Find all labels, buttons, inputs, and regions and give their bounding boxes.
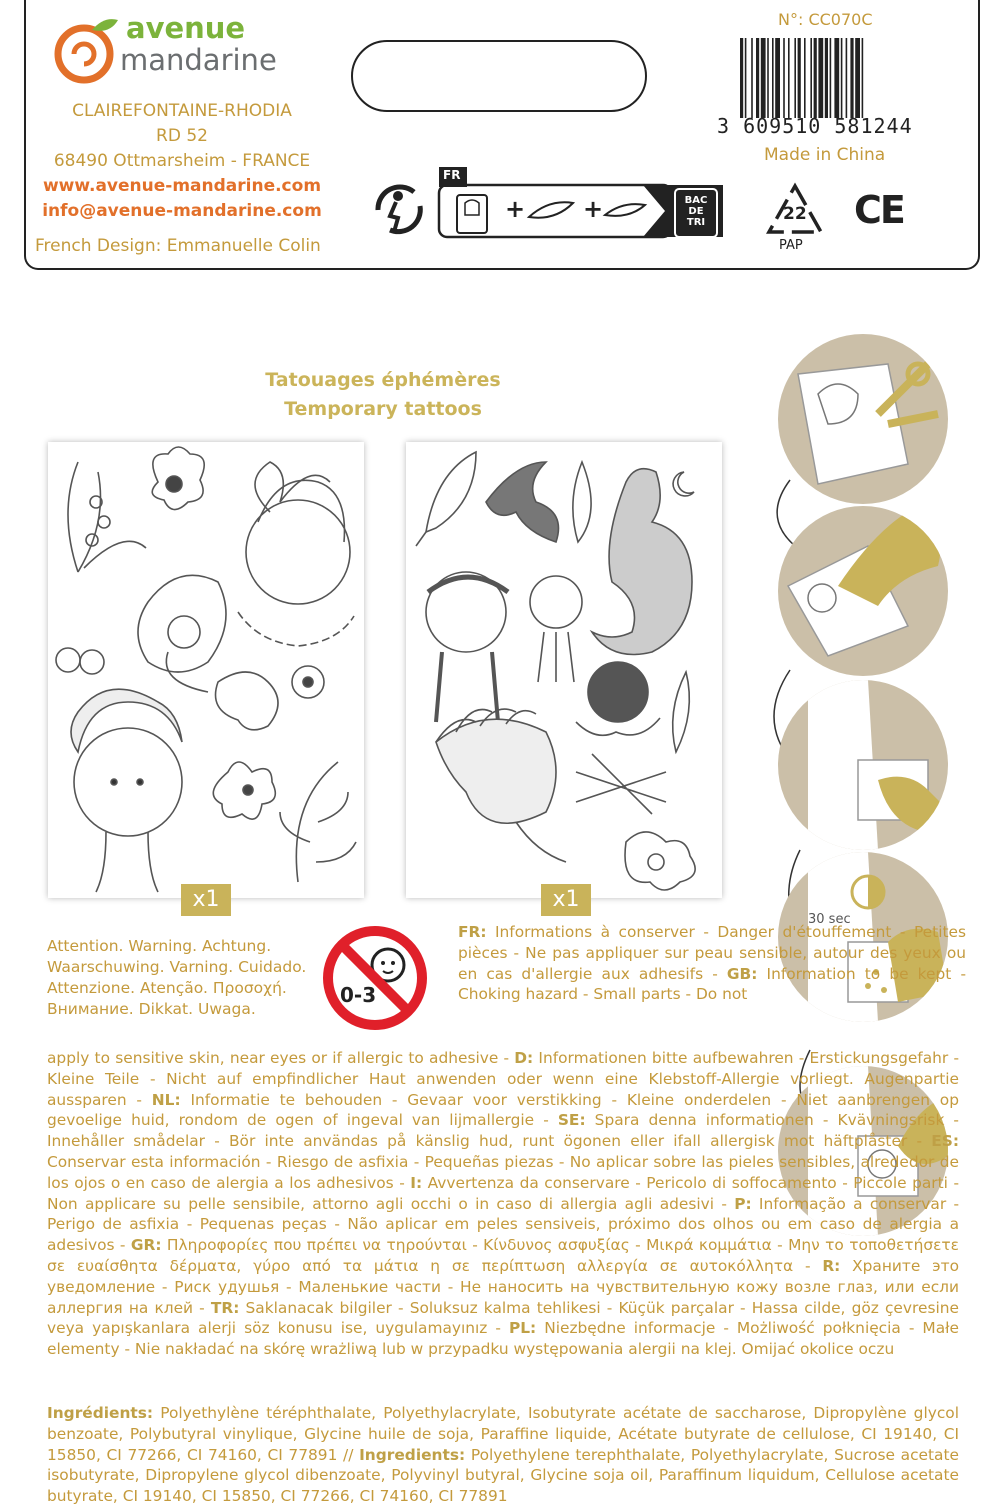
recycle-code: PAP bbox=[779, 238, 803, 253]
scissors-cut-icon bbox=[778, 334, 948, 504]
step-timer: 30 sec bbox=[808, 912, 851, 927]
lang-label: TR: bbox=[210, 1298, 240, 1317]
warning-text-main bbox=[47, 1048, 959, 1360]
bin-label-line: TRI bbox=[686, 217, 706, 228]
barcode-bar bbox=[862, 38, 864, 118]
plus-sign: + bbox=[505, 195, 526, 223]
ingredients-fr: Polyethylène téréphthalate, Polyethylacrylate, Isobutyrate acétate de saccharose, Dipropylène glycol benzoate, Polybutyral vinylique, Glycine huile de soja, Paraffine liquide, Acétate butyrate de cellulose, CI 19140, CI 15850, CI 77266, CI 74160, CI 77891 // bbox=[47, 1404, 959, 1464]
email-link[interactable]: info@avenue-mandarine.com bbox=[42, 201, 322, 221]
barcode-bar bbox=[775, 38, 780, 118]
warning-es: Conservar esta información - Riesgo de asfixia - Pequeñas piezas - No aplicar sobre las pieles sensibles, alrededor de los ojos o en caso de alergia a los adhesivos - bbox=[47, 1152, 959, 1192]
barcode-bar bbox=[783, 38, 785, 118]
lang-label: PL: bbox=[508, 1319, 537, 1338]
warning-gr: Πληροφορίες που πρέπει να τηρούνται - Κίνδυνος ασφυξίας - Μικρά κομμάτια - Μην το τοποθετήσετε σε ευαίσθητα δέρματα, γύρο από τα μάτια η σε περίπτωση αλλεργία σε αυτοκόλλητα - bbox=[47, 1236, 959, 1275]
lang-label: R: bbox=[822, 1256, 841, 1275]
lang-label: FR: bbox=[458, 923, 487, 941]
barcode-bar bbox=[772, 38, 774, 118]
barcode-bar bbox=[745, 38, 747, 118]
sorting-country: FR bbox=[443, 168, 461, 182]
barcode-bar bbox=[788, 38, 790, 118]
warning-p: Informação a conservar - Perigo de asfixia - Pequenas peças - Não aplicar em peles sensiveis, próximo dos olhos ou em caso de alergia a adesivos - bbox=[47, 1194, 960, 1255]
step-2-peel bbox=[778, 506, 948, 676]
barcode-bar bbox=[855, 38, 860, 118]
step-3-apply bbox=[778, 680, 948, 850]
barcode-icon bbox=[738, 38, 926, 120]
lang-label: I: bbox=[410, 1173, 423, 1192]
recycle-number: 22 bbox=[783, 204, 807, 224]
peel-film-icon bbox=[778, 506, 948, 676]
warning-fr: Informations à conserver - Danger d'étouffement - Petites pièces - Ne pas appliquer sur peau sensible, autour des yeux ou en cas d'allergie aux adhesifs - bbox=[458, 923, 966, 983]
barcode-number: 3 609510 581244 bbox=[717, 114, 913, 138]
address-city: 68490 Ottmarsheim - FRANCE bbox=[53, 151, 311, 171]
barcode-bar bbox=[761, 38, 766, 118]
warning-pl: Niezbędne informacje - Możliwość połknięcia - Małe elementy - Nie nakładać na skórę wrażliwą lub w przypadku występowania alergii na klej. Omijać okolice oczu bbox=[47, 1319, 959, 1359]
designer-credit: French Design: Emmanuelle Colin bbox=[35, 236, 321, 256]
barcode-bar bbox=[841, 38, 843, 118]
barcode-bar bbox=[830, 38, 832, 118]
barcode-bar bbox=[740, 38, 743, 118]
lang-label: GR: bbox=[130, 1236, 162, 1255]
native-tattoo-illustration-icon bbox=[406, 442, 722, 898]
barcode-bar bbox=[818, 38, 823, 118]
brand-name-bottom: mandarine bbox=[120, 43, 277, 77]
warning-nl: Informatie te behouden - Gevaar voor verstikking - Kleine onderdelen - Niet aanbrengen op gevoelige huid, rondom de ogen of ingeval van lijmallergie - bbox=[47, 1090, 959, 1130]
product-reference: N°: CC070C bbox=[778, 10, 873, 29]
lang-label: ES: bbox=[931, 1132, 959, 1151]
hang-hole bbox=[351, 40, 647, 112]
barcode-bar bbox=[804, 38, 806, 118]
lang-label: NL: bbox=[151, 1090, 181, 1109]
warning-i: Avvertenza da conservare - Pericolo di soffocamento - Piccole parti - Non applicare su pelle sensibile, attorno agli occhi o in caso di allergia agli adesivi - bbox=[47, 1173, 959, 1213]
barcode-bar bbox=[825, 38, 828, 118]
barcode-bar bbox=[814, 38, 817, 118]
ingredients-en: Polyethylene terephthalate, Polyethylacrylate, Sucrose acetate isobutyrate, Dipropylene glycol dibenzoate, Polyvinyl butyral, Glycine soja oil, Paraffinum liquidum, Cellulose acetate butyrate, CI 19140, CI 15850, CI 77266, CI 74160, CI 77891 bbox=[47, 1445, 959, 1506]
age-warning-sign bbox=[322, 925, 428, 1031]
barcode-bar bbox=[767, 38, 769, 118]
barcode-bar bbox=[756, 38, 759, 118]
lang-label: P: bbox=[734, 1194, 752, 1213]
brand-name-top: avenue bbox=[126, 11, 246, 45]
sheet-quantity-badge: x1 bbox=[181, 884, 231, 916]
bin-label-line: DE bbox=[688, 206, 704, 217]
warning-gb-cont: apply to sensitive skin, near eyes or if allergic to adhesive - bbox=[47, 1049, 515, 1067]
ingredients-label: Ingredients: bbox=[359, 1445, 466, 1464]
ingredients-label: Ingrédients: bbox=[47, 1404, 154, 1422]
floral-tattoo-illustration-icon bbox=[48, 442, 364, 898]
triman-icon bbox=[368, 180, 432, 238]
recycle-symbol bbox=[765, 182, 825, 254]
barcode-bar bbox=[846, 38, 848, 118]
barcode-bar bbox=[834, 38, 839, 118]
age-limit: 0-3 bbox=[340, 983, 377, 1007]
barcode-bar bbox=[810, 38, 812, 118]
address-company: CLAIREFONTAINE-RHODIA bbox=[72, 101, 292, 121]
warning-r: Храните это уведомление - Риск удушья - Маленькие части - Не наносить на чувствительную кожу возле глаз, или если аллергия на клей - bbox=[47, 1256, 959, 1317]
warning-d: Informationen bitte aufbewahren - Erstickungsgefahr - Kleine Teile - Nicht auf empfindlicher Haut anwenden oder wenn eine Klebstoff-Allergie vorliegt. Augenpartie aussparen - bbox=[47, 1049, 959, 1109]
barcode-bar bbox=[751, 38, 753, 118]
lang-label: GB: bbox=[726, 964, 758, 983]
tattoo-sheet-floral bbox=[48, 442, 364, 912]
apply-arm-icon bbox=[778, 680, 948, 850]
tattoo-sheet-native bbox=[406, 442, 722, 912]
country-of-origin: Made in China bbox=[764, 145, 886, 165]
barcode-bar bbox=[850, 38, 853, 118]
warning-text-top bbox=[458, 922, 966, 1005]
bin-label bbox=[683, 195, 709, 228]
warning-gb: Information to be kept - Choking hazard - Small parts - Do not bbox=[458, 964, 966, 1004]
sorting-info-box bbox=[437, 165, 729, 245]
title-french: Tatouages éphémères bbox=[265, 369, 501, 391]
bin-label-line: BAC bbox=[684, 195, 708, 206]
ce-mark: CE bbox=[854, 188, 904, 232]
barcode-bar bbox=[798, 38, 801, 118]
address-road: RD 52 bbox=[156, 126, 208, 146]
warning-multilingual: Attention. Warning. Achtung. Waarschuwing. Varning. Cuidado. Attenzione. Atenção. Προσοχή. Внимание. Dikkat. Uwaga. bbox=[47, 937, 307, 1018]
title-english: Temporary tattoos bbox=[284, 398, 482, 420]
sheet-quantity-badge: x1 bbox=[541, 884, 591, 916]
ingredients-text bbox=[47, 1403, 959, 1507]
lang-label: D: bbox=[514, 1049, 534, 1067]
lang-label: SE: bbox=[557, 1111, 586, 1130]
website-link[interactable]: www.avenue-mandarine.com bbox=[42, 176, 322, 196]
step-1-cut bbox=[778, 334, 948, 504]
plus-sign: + bbox=[583, 195, 604, 223]
barcode-bar bbox=[794, 38, 796, 118]
no-child-under-3-icon bbox=[322, 925, 428, 1031]
warning-tr: Saklanacak bilgiler - Soluksuz kalma tehlikesi - Küçük parçalar - Hassa cilde, göz çevresine veya yapışkanlara alerji söz konusu ise, uygulamayınız - bbox=[47, 1298, 959, 1338]
warning-se: Spara denna informationen - Kvävningsrisk - Innehåller smådelar - Bör inte användas på känslig hud, runt ögonen eller ifall allergisk mot häftplåster - bbox=[47, 1111, 959, 1151]
